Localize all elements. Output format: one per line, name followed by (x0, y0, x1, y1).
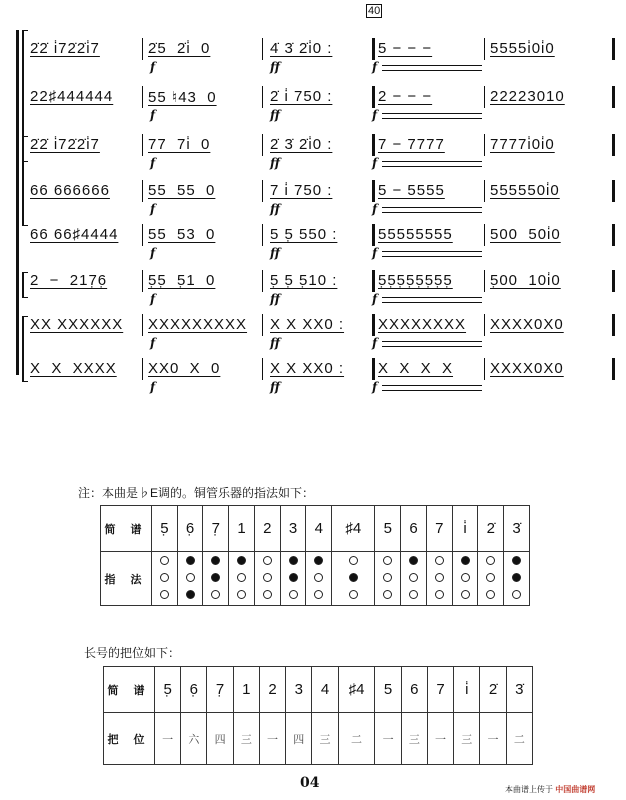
measure: 5 5̣ 550 : (270, 226, 338, 243)
note-cell: 3 (280, 506, 306, 552)
measure: XXXX0X0 (490, 360, 564, 377)
barline (142, 314, 143, 336)
note-cell: 3 (286, 667, 312, 713)
note-cell: 2̇ (480, 667, 506, 713)
measure: 500 50i̇0 (490, 226, 561, 243)
measure: 5 − − − (378, 40, 433, 57)
barline (372, 86, 375, 108)
barline (484, 224, 485, 246)
barline (484, 38, 485, 60)
valve-cell (332, 552, 375, 606)
position-cell: 三 (312, 713, 338, 765)
barline (372, 38, 375, 60)
measure: 4̇ 3̇ 2̇i̇0 : (270, 40, 333, 57)
barline (262, 134, 263, 156)
valve-open-icon (486, 556, 495, 565)
barline (262, 314, 263, 336)
valve-open-icon (435, 573, 444, 582)
valve-cell (152, 552, 178, 606)
valve-open-icon (349, 590, 358, 599)
measure: 55555555 (378, 226, 453, 243)
note-cell: i̇ (452, 506, 478, 552)
barline (142, 270, 143, 292)
crescendo-hairpin (382, 341, 482, 347)
valve-open-icon (237, 573, 246, 582)
measure: XX0 X 0 (148, 360, 221, 377)
valve-open-icon (409, 573, 418, 582)
measure: 2̇5 2̇i̇ 0 (148, 40, 211, 57)
barline (612, 358, 615, 380)
note-cell: 2 (259, 667, 285, 713)
dynamic-marking: f (150, 380, 156, 394)
valve-pressed-icon (461, 556, 470, 565)
barline (612, 270, 615, 292)
valve-open-icon (237, 590, 246, 599)
dynamic-marking: f (150, 336, 156, 350)
trombone-position-table (103, 666, 533, 765)
barline (372, 314, 375, 336)
position-cell: 一 (155, 713, 181, 765)
measure: 66 66♯4444 (30, 226, 119, 243)
barline (372, 134, 375, 156)
note-cell: 7̣ (207, 667, 233, 713)
valve-open-icon (211, 590, 220, 599)
valve-open-icon (383, 573, 392, 582)
position-cell: 六 (181, 713, 207, 765)
measure: 5555i̇0i̇0 (490, 40, 555, 57)
barline (142, 180, 143, 202)
dynamic-marking: f (150, 108, 156, 122)
measure: 77 7i̇ 0 (148, 136, 211, 153)
barline (142, 358, 143, 380)
barline (484, 314, 485, 336)
note-cell: 5 (375, 667, 401, 713)
note-cell: 3̇ (504, 506, 530, 552)
valve-open-icon (383, 556, 392, 565)
dynamic-marking: f (372, 380, 378, 394)
dynamic-marking: ff (270, 60, 280, 74)
position-cell: 三 (454, 713, 480, 765)
valve-cell (280, 552, 306, 606)
barline (142, 134, 143, 156)
note-cell: 7 (427, 667, 453, 713)
measure: XXXX0X0 (490, 316, 564, 333)
valve-pressed-icon (512, 556, 521, 565)
measure: XXXXXXXXX (148, 316, 248, 333)
dynamic-marking: f (150, 246, 156, 260)
dynamic-marking: ff (270, 202, 280, 216)
position-cell: 三 (401, 713, 427, 765)
barline (484, 270, 485, 292)
barline (372, 180, 375, 202)
measure: X X XXXX (30, 360, 117, 377)
measure: 5̣5̣5̣5̣5̣5̣5̣5̣ (378, 272, 453, 289)
position-cell: 二 (338, 713, 375, 765)
dynamic-marking: f (150, 60, 156, 74)
valve-open-icon (486, 573, 495, 582)
barline (262, 86, 263, 108)
valve-pressed-icon (289, 556, 298, 565)
dynamic-marking: f (372, 246, 378, 260)
dynamic-marking: f (150, 156, 156, 170)
barline (262, 270, 263, 292)
staff-brace (22, 136, 28, 226)
barline (484, 134, 485, 156)
measure: X X X X (378, 360, 454, 377)
valve-open-icon (160, 573, 169, 582)
staff-brace (22, 272, 28, 298)
note-cell: 5̣ (152, 506, 178, 552)
row-label: 把 位 (104, 713, 155, 765)
valve-open-icon (461, 573, 470, 582)
key-note: 注：本曲是♭E调的。铜管乐器的指法如下： (78, 486, 315, 500)
valve-cell (177, 552, 203, 606)
valve-pressed-icon (186, 590, 195, 599)
valve-open-icon (314, 573, 323, 582)
measure: 2 − 217̣6̣ (30, 272, 108, 289)
position-cell: 二 (506, 713, 532, 765)
measure: 55 55 0 (148, 182, 216, 199)
valve-cell (426, 552, 452, 606)
barline (262, 38, 263, 60)
valve-open-icon (186, 573, 195, 582)
dynamic-marking: ff (270, 380, 280, 394)
valve-cell (504, 552, 530, 606)
valve-pressed-icon (512, 573, 521, 582)
dynamic-marking: ff (270, 246, 280, 260)
rehearsal-mark: 40 (368, 5, 381, 17)
footer-brand: 中国曲谱网 (555, 785, 596, 794)
valve-open-icon (383, 590, 392, 599)
valve-open-icon (349, 556, 358, 565)
note-cell: 3̇ (506, 667, 532, 713)
note-cell: i̇ (454, 667, 480, 713)
barline (142, 224, 143, 246)
note-cell: ♯4 (338, 667, 375, 713)
barline (142, 86, 143, 108)
valve-open-icon (435, 556, 444, 565)
measure: 2̇2̇ i̇72̇2̇i̇7 (30, 40, 100, 57)
fingering-table (100, 505, 530, 606)
note-cell: 4 (306, 506, 332, 552)
measure: 66 666666 (30, 182, 110, 199)
note-cell: 7 (426, 506, 452, 552)
valve-open-icon (486, 590, 495, 599)
note-cell: 6̣ (181, 667, 207, 713)
note-cell: 1 (233, 667, 259, 713)
valve-cell (203, 552, 229, 606)
valve-cell (478, 552, 504, 606)
measure: 55 ♮43 0 (148, 89, 217, 106)
crescendo-hairpin (382, 113, 482, 119)
valve-pressed-icon (186, 556, 195, 565)
position-cell: 四 (207, 713, 233, 765)
measure: 2 − − − (378, 88, 433, 105)
crescendo-hairpin (382, 65, 482, 71)
note-cell: 2̇ (478, 506, 504, 552)
valve-open-icon (263, 573, 272, 582)
note-cell: ♯4 (332, 506, 375, 552)
dynamic-marking: ff (270, 108, 280, 122)
measure: 7777i̇0i̇0 (490, 136, 555, 153)
position-cell: 一 (427, 713, 453, 765)
valve-cell (375, 552, 401, 606)
barline (372, 270, 375, 292)
barline (484, 180, 485, 202)
measure: 22223010 (490, 88, 565, 105)
position-cell: 四 (286, 713, 312, 765)
valve-pressed-icon (211, 556, 220, 565)
row-label: 简 谱 (101, 506, 152, 552)
measure: XXXXXXXX (378, 316, 467, 333)
valve-open-icon (512, 590, 521, 599)
valve-open-icon (435, 590, 444, 599)
dynamic-marking: ff (270, 336, 280, 350)
barline (612, 224, 615, 246)
position-cell: 一 (375, 713, 401, 765)
barline (372, 358, 375, 380)
crescendo-hairpin (382, 385, 482, 391)
crescendo-hairpin (382, 251, 482, 257)
dynamic-marking: f (372, 202, 378, 216)
measure: 2̇2̇ i̇72̇2̇i̇7 (30, 136, 100, 153)
valve-open-icon (314, 590, 323, 599)
position-cell: 一 (259, 713, 285, 765)
barline (612, 86, 615, 108)
measure: 7 i̇ 750 : (270, 182, 333, 199)
position-cell: 一 (480, 713, 506, 765)
dynamic-marking: f (372, 60, 378, 74)
dynamic-marking: ff (270, 156, 280, 170)
crescendo-hairpin (382, 297, 482, 303)
dynamic-marking: f (372, 292, 378, 306)
valve-open-icon (160, 590, 169, 599)
row-label: 简 谱 (104, 667, 155, 713)
measure: XX XXXXXX (30, 316, 124, 333)
staff-brace (22, 316, 28, 382)
page-number: 04 (300, 775, 320, 791)
valve-pressed-icon (289, 573, 298, 582)
valve-open-icon (263, 590, 272, 599)
valve-cell (254, 552, 280, 606)
barline (612, 134, 615, 156)
valve-cell (401, 552, 427, 606)
position-cell: 三 (233, 713, 259, 765)
valve-open-icon (289, 590, 298, 599)
barline (262, 358, 263, 380)
valve-pressed-icon (237, 556, 246, 565)
barline (612, 314, 615, 336)
barline (372, 224, 375, 246)
note-cell: 5̣ (155, 667, 181, 713)
barline (612, 38, 615, 60)
measure: 5̣ 5̣ 5̣10 : (270, 272, 338, 289)
dynamic-marking: f (372, 336, 378, 350)
valve-pressed-icon (409, 556, 418, 565)
measure: 5̣5̣ 5̣1 0 (148, 272, 216, 289)
barline (262, 224, 263, 246)
measure: 22♯444444 (30, 88, 114, 105)
valve-open-icon (160, 556, 169, 565)
dynamic-marking: ff (270, 292, 280, 306)
barline (612, 180, 615, 202)
measure: 2̇ 3̇ 2̇i̇0 : (270, 136, 333, 153)
trombone-note: 长号的把位如下： (84, 646, 181, 660)
valve-open-icon (409, 590, 418, 599)
valve-open-icon (461, 590, 470, 599)
measure: 55 53 0 (148, 226, 216, 243)
footer-text: 本曲谱上传于 (505, 785, 553, 794)
dynamic-marking: f (150, 202, 156, 216)
measure: X X XX0 : (270, 316, 345, 333)
measure: 555550i̇0 (490, 182, 560, 199)
measure: 5̣00 10i̇0 (490, 272, 561, 289)
barline (262, 180, 263, 202)
valve-cell (452, 552, 478, 606)
note-cell: 1 (229, 506, 255, 552)
crescendo-hairpin (382, 207, 482, 213)
footer-credit (505, 784, 595, 795)
crescendo-hairpin (382, 161, 482, 167)
note-cell: 7̣ (203, 506, 229, 552)
note-cell: 6 (401, 667, 427, 713)
barline (484, 86, 485, 108)
valve-pressed-icon (349, 573, 358, 582)
note-cell: 6 (401, 506, 427, 552)
valve-cell (229, 552, 255, 606)
dynamic-marking: f (372, 108, 378, 122)
measure: X X XX0 : (270, 360, 345, 377)
dynamic-marking: f (150, 292, 156, 306)
barline (142, 38, 143, 60)
valve-pressed-icon (314, 556, 323, 565)
note-cell: 4 (312, 667, 338, 713)
measure: 5 − 5555 (378, 182, 445, 199)
measure: 7 − 7777 (378, 136, 445, 153)
row-label: 指 法 (101, 552, 152, 606)
valve-cell (306, 552, 332, 606)
note-cell: 5 (375, 506, 401, 552)
measure: 2̇ i̇ 750 : (270, 88, 333, 105)
dynamic-marking: f (372, 156, 378, 170)
note-cell: 6̣ (177, 506, 203, 552)
barline (484, 358, 485, 380)
valve-pressed-icon (211, 573, 220, 582)
valve-open-icon (263, 556, 272, 565)
note-cell: 2 (254, 506, 280, 552)
